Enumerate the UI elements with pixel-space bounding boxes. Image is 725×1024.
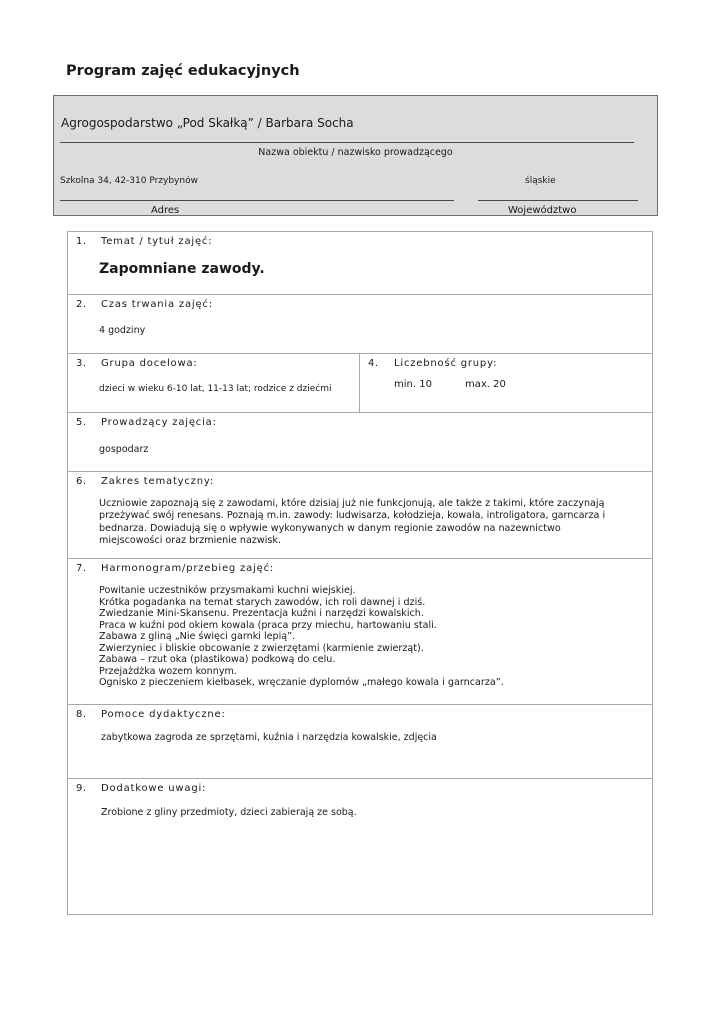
schedule-item: Powitanie uczestników przysmakami kuchni wiejskiej. [99, 585, 356, 596]
section-duration [68, 294, 652, 353]
instructor-value: gospodarz [99, 444, 149, 455]
facility-name: Agrogospodarstwo „Pod Skałką” / Barbara Socha [61, 116, 354, 130]
section-number: 2. [76, 299, 87, 310]
voivodeship-caption: Województwo [508, 205, 577, 216]
section-label: Dodatkowe uwagi: [101, 783, 207, 794]
section-number: 1. [76, 236, 87, 247]
section-instructor [68, 412, 652, 471]
topic-value: Zapomniane zawody. [99, 261, 265, 277]
section-target-group [68, 353, 652, 412]
section-topic [68, 232, 652, 294]
schedule-item: Zwiedzanie Mini-Skansenu. Prezentacja kuźni i narzędzi kowalskich. [99, 608, 424, 619]
section-label: Liczebność grupy: [394, 358, 498, 369]
document-title: Program zajęć edukacyjnych [66, 63, 300, 79]
section-label: Grupa docelowa: [101, 358, 198, 369]
section-number: 4. [368, 358, 379, 369]
notes-value: Zrobione z gliny przedmioty, dzieci zabierają ze sobą. [101, 807, 357, 818]
group-size-min: min. 10 [394, 379, 432, 390]
section-label: Prowadzący zajęcia: [101, 417, 217, 428]
address-caption: Adres [151, 205, 180, 216]
facility-header-box [53, 95, 658, 216]
schedule-item: Praca w kuźni pod okiem kowala (praca przy miechu, hartowaniu stali. [99, 619, 437, 631]
schedule-item: Zabawa – rzut oka (plastikowa) podkową do celu. [99, 654, 336, 665]
section-number: 5. [76, 417, 87, 428]
voivodeship-value: śląskie [525, 176, 556, 186]
section-label: Pomoce dydaktyczne: [101, 709, 226, 720]
facility-caption: Nazwa obiektu / nazwisko prowadzącego [258, 147, 453, 158]
section-number: 7. [76, 563, 87, 574]
group-size-max: max. 20 [465, 379, 506, 390]
scope-line: miejscowości oraz brzmienie nazwisk. [99, 535, 281, 547]
schedule-item: Krótka pogadanka na temat starych zawodów, ich roli dawnej i dziś. [99, 596, 426, 608]
schedule-item: Przejażdżka wozem konnym. [99, 665, 237, 677]
schedule-item: Zabawa z gliną „Nie święci garnki lepią”. [99, 631, 296, 642]
section-notes [68, 778, 652, 914]
teaching-aids-value: zabytkowa zagroda ze sprzętami, kuźnia i narzędzia kowalskie, zdjęcia [101, 732, 437, 743]
section-schedule [68, 558, 652, 704]
section-number: 3. [76, 358, 87, 369]
section-label: Temat / tytuł zajęć: [101, 236, 213, 247]
section-teaching-aids [68, 704, 652, 778]
target-group-value: dzieci w wieku 6-10 lat, 11-13 lat; rodzice z dziećmi [99, 384, 332, 394]
section-number: 8. [76, 709, 87, 720]
schedule-list [99, 585, 647, 689]
facility-underline [60, 142, 634, 143]
section-label: Zakres tematyczny: [101, 476, 215, 487]
section-scope [68, 471, 652, 558]
schedule-item: Zwierzyniec i bliskie obcowanie z zwierzętami (karmienie zwierząt). [99, 642, 424, 654]
section-number: 9. [76, 783, 87, 794]
address-value: Szkolna 34, 42-310 Przybynów [60, 176, 198, 186]
scope-line: przeżywać swój renesans. Poznają m.in. zawody: ludwisarza, kołodzieja, kowala, introligatora, garncarza i [99, 510, 606, 522]
column-divider [359, 354, 360, 412]
scope-text [99, 498, 647, 548]
scope-line: bednarza. Dowiadują się o wpływie wykonywanych w danym regionie zawodów na nazewnictwo [99, 522, 561, 534]
address-underline [60, 200, 454, 201]
duration-value: 4 godziny [99, 325, 146, 336]
scope-line: Uczniowie zapoznają się z zawodami, które dzisiaj już nie funkcjonują, ale także z takimi, które zaczynają [99, 498, 605, 509]
voivodeship-underline [478, 200, 638, 201]
section-label: Harmonogram/przebieg zajęć: [101, 563, 275, 574]
section-label: Czas trwania zajęć: [101, 299, 213, 310]
program-form-table [67, 231, 653, 915]
schedule-item: Ognisko z pieczeniem kiełbasek, wręczanie dyplomów „małego kowala i garncarza”. [99, 677, 504, 688]
section-number: 6. [76, 476, 87, 487]
